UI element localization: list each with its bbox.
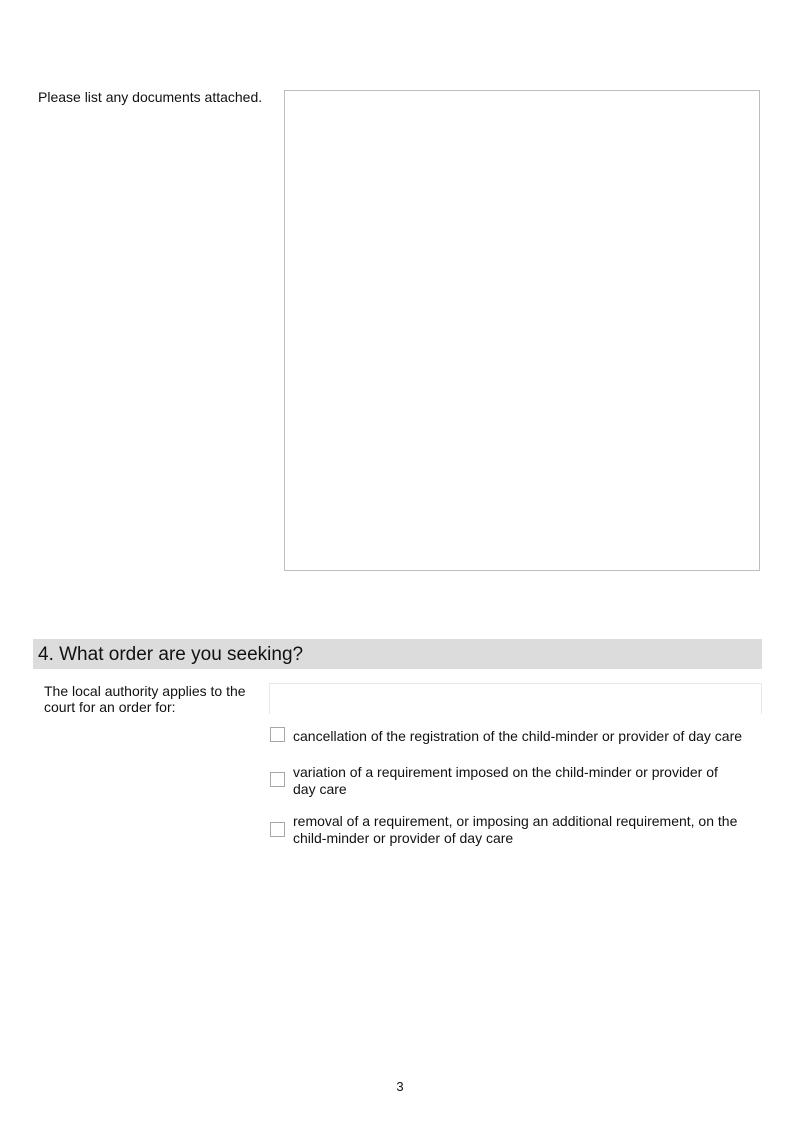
variation-checkbox[interactable] — [270, 772, 285, 787]
page-number: 3 — [396, 1079, 404, 1094]
section-title: 4. What order are you seeking? — [38, 644, 304, 665]
order-applies-label: The local authority applies to the court for an order for: — [44, 683, 246, 715]
documents-attached-field[interactable] — [284, 90, 760, 571]
variation-option-label: variation of a requirement imposed on the child-minder or provider of day care — [293, 764, 718, 797]
removal-checkbox[interactable] — [270, 822, 285, 837]
documents-attached-label: Please list any documents attached. — [38, 89, 263, 105]
cancellation-checkbox[interactable] — [270, 727, 285, 742]
order-field[interactable] — [269, 683, 762, 714]
removal-option-label: removal of a requirement, or imposing an additional requirement, on the child-minder or provider of day care — [293, 813, 738, 846]
section-header — [33, 639, 762, 669]
cancellation-option-label: cancellation of the registration of the child-minder or provider of day care — [293, 728, 743, 744]
